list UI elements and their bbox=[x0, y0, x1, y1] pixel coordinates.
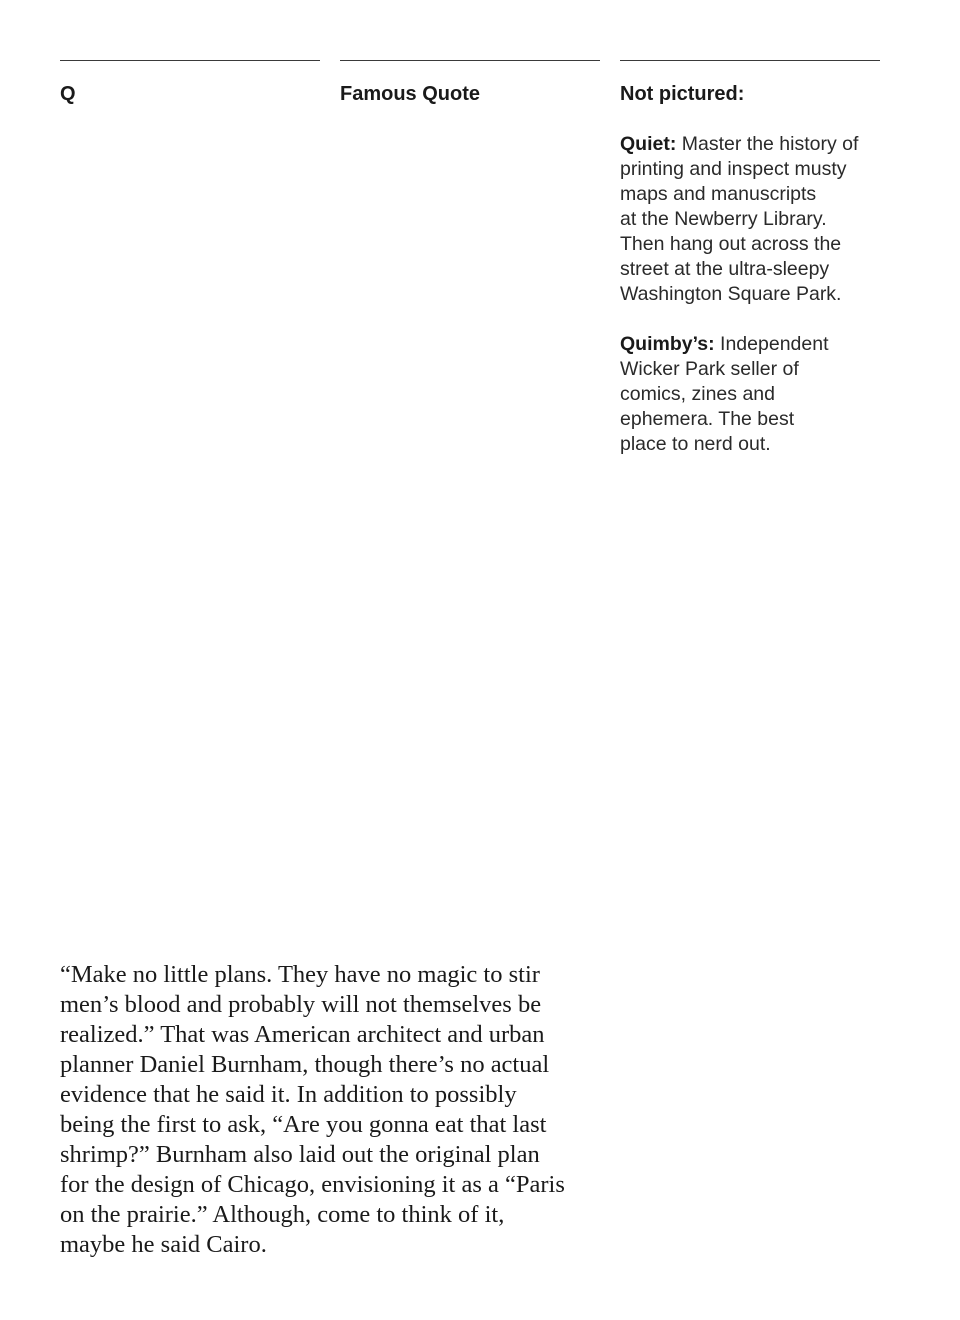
entry-term: Quiet: bbox=[620, 133, 677, 155]
sidebar-entry-quimbys bbox=[620, 332, 884, 457]
sidebar-entry-quiet bbox=[620, 132, 884, 307]
entry-description: Master the history of printing and inspect musty maps and manuscripts at the Newberry Library. Then hang out across the street at the ultra-sleepy Washington Square Park. bbox=[620, 133, 859, 305]
column-rule-sidebar bbox=[620, 60, 880, 61]
column-rule-letter bbox=[60, 60, 320, 61]
letter-heading: Q bbox=[60, 83, 76, 105]
sidebar-heading: Not pictured: bbox=[620, 83, 745, 105]
entry-term: Quimby’s: bbox=[620, 333, 715, 355]
famous-quote-body: “Make no little plans. They have no magic to stir men’s blood and probably will not themselves be realized.” That was American architect and urban planner Daniel Burnham, though there’s no actual evidence that he said it. In addition to possibly being the first to ask, “Are you gonna eat that last shrimp?” Burnham also laid out the original plan for the design of Chicago, envisioning it as a “Paris on the prairie.” Although, come to think of it, maybe he said Cairo. bbox=[60, 961, 565, 1258]
column-rule-feature bbox=[340, 60, 600, 61]
feature-heading: Famous Quote bbox=[340, 83, 481, 105]
entry-description: Independent Wicker Park seller of comics, zines and ephemera. The best place to nerd out. bbox=[620, 333, 829, 455]
not-pictured-list bbox=[620, 132, 884, 482]
